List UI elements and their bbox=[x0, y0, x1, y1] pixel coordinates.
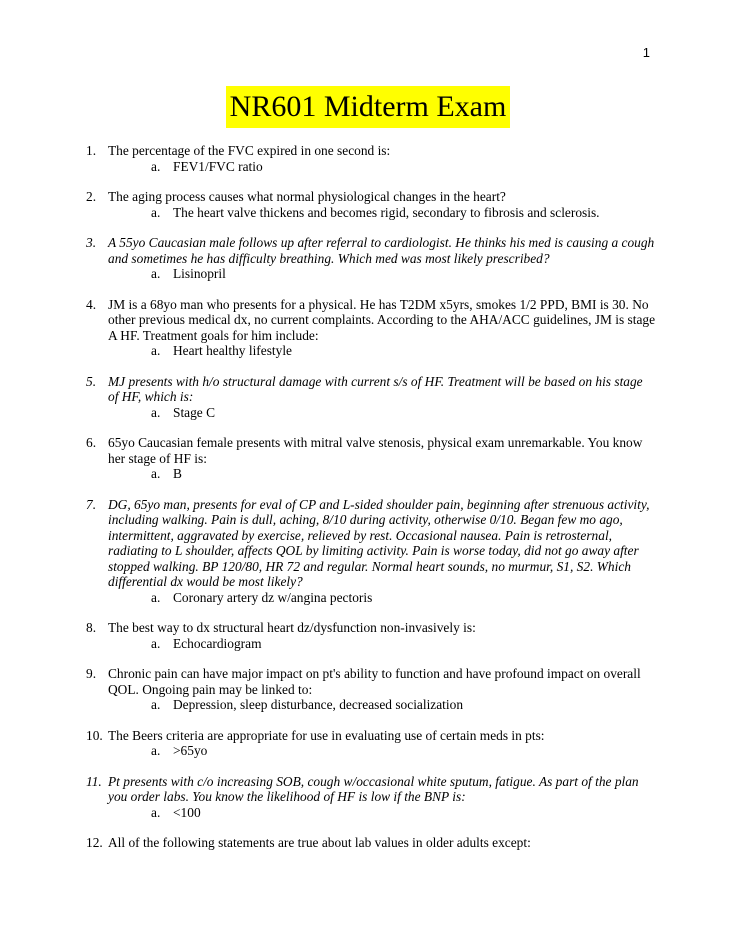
answer-item bbox=[108, 205, 656, 221]
question-number: 9. bbox=[86, 666, 97, 681]
question-item bbox=[86, 620, 656, 651]
answer-text: FEV1/FVC ratio bbox=[173, 158, 263, 174]
page-number: 1 bbox=[642, 45, 650, 60]
answer-item bbox=[108, 405, 656, 421]
page-title: NR601 Midterm Exam bbox=[226, 86, 511, 128]
answer-text: <100 bbox=[173, 804, 201, 820]
question-item bbox=[86, 189, 656, 220]
question-number: 12. bbox=[86, 835, 103, 850]
answer-text: B bbox=[173, 466, 182, 481]
question-item bbox=[86, 728, 656, 759]
answer-letter: a. bbox=[151, 404, 161, 420]
question-number: 8. bbox=[86, 620, 97, 635]
question-number: 5. bbox=[86, 373, 97, 389]
question-text: Chronic pain can have major impact on pt's ability to function and have profound impact on overall QOL. Ongoing pain may be linked to: bbox=[108, 666, 641, 697]
question-item bbox=[86, 143, 656, 174]
question-text: The Beers criteria are appropriate for use in evaluating use of certain meds in pts: bbox=[108, 727, 545, 743]
question-text: A 55yo Caucasian male follows up after referral to cardiologist. He thinks his med is causing a cough and sometimes he has difficulty breathing. Which med was most likely prescribed? bbox=[108, 235, 655, 266]
question-text: 65yo Caucasian female presents with mitral valve stenosis, physical exam unremarkable. You know her stage of HF is: bbox=[108, 435, 643, 466]
answer-text: >65yo bbox=[173, 743, 208, 758]
question-text: The aging process causes what normal physiological changes in the heart? bbox=[108, 189, 506, 204]
question-item bbox=[86, 374, 656, 421]
title-container bbox=[0, 86, 736, 128]
answer-text: Heart healthy lifestyle bbox=[173, 343, 292, 358]
answer-item bbox=[108, 343, 656, 359]
answer-letter: a. bbox=[151, 589, 161, 605]
answer-text: Echocardiogram bbox=[173, 635, 262, 651]
answer-text: Depression, sleep disturbance, decreased socialization bbox=[173, 697, 464, 712]
question-text: The percentage of the FVC expired in one second is: bbox=[108, 143, 391, 158]
question-item bbox=[86, 835, 656, 851]
answer-letter: a. bbox=[151, 266, 161, 281]
answer-item bbox=[108, 743, 656, 759]
question-number: 2. bbox=[86, 189, 97, 204]
answer-item bbox=[108, 697, 656, 713]
answer-letter: a. bbox=[151, 466, 161, 481]
question-number: 6. bbox=[86, 435, 97, 450]
question-item bbox=[86, 497, 656, 606]
question-text: Pt presents with c/o increasing SOB, cough w/occasional white sputum, fatigue. As part of the plan you order labs. You know the likelihood of HF is low if the BNP is: bbox=[108, 773, 639, 804]
question-text: All of the following statements are true about lab values in older adults except: bbox=[108, 835, 531, 850]
question-text: JM is a 68yo man who presents for a physical. He has T2DM x5yrs, smokes 1/2 PPD, BMI is 30. No other previous medical dx, no current complaints. According to the AHA/ACC guidelines, JM is stage A HF. Treatment goals for him include: bbox=[108, 296, 656, 343]
question-number: 11. bbox=[86, 773, 102, 789]
question-item bbox=[86, 435, 656, 482]
answer-item bbox=[108, 466, 656, 482]
question-item bbox=[86, 297, 656, 359]
answer-letter: a. bbox=[151, 158, 161, 174]
answer-item bbox=[108, 805, 656, 821]
answer-text: Coronary artery dz w/angina pectoris bbox=[173, 589, 373, 605]
answer-item bbox=[108, 266, 656, 282]
answer-letter: a. bbox=[151, 204, 161, 220]
answer-text: Stage C bbox=[173, 404, 216, 420]
question-number: 10. bbox=[86, 727, 103, 743]
question-number: 3. bbox=[86, 235, 97, 250]
question-item bbox=[86, 774, 656, 821]
answer-letter: a. bbox=[151, 743, 161, 758]
answer-letter: a. bbox=[151, 635, 161, 651]
question-item bbox=[86, 666, 656, 713]
question-number: 1. bbox=[86, 143, 97, 158]
question-list bbox=[86, 143, 656, 866]
question-item bbox=[86, 235, 656, 282]
question-text: The best way to dx structural heart dz/dysfunction non-invasively is: bbox=[108, 620, 476, 635]
answer-letter: a. bbox=[151, 343, 161, 358]
answer-text: The heart valve thickens and becomes rigid, secondary to fibrosis and sclerosis. bbox=[173, 204, 600, 220]
answer-letter: a. bbox=[151, 804, 161, 820]
answer-item bbox=[108, 636, 656, 652]
question-text: DG, 65yo man, presents for eval of CP and L-sided shoulder pain, beginning after strenuous activity, including walking. Pain is dull, aching, 8/10 during activity, otherwise 0/10. Began few mo ago, intermittent, aggravated by exercise, relieved by rest. Occasional nausea. Pain is retrosternal, radiating to L shoulder, affects QOL by limiting activity. Pain is worse today, did not go away after stopped walking. BP 120/80, HR 72 and regular. Normal heart sounds, no murmur, S1, S2. Which differential dx would be most likely? bbox=[108, 496, 650, 589]
question-text: MJ presents with h/o structural damage with current s/s of HF. Treatment will be based on his stage of HF, which is: bbox=[108, 373, 643, 404]
answer-text: Lisinopril bbox=[173, 266, 226, 281]
answer-item bbox=[108, 590, 656, 606]
question-number: 4. bbox=[86, 296, 97, 312]
question-number: 7. bbox=[86, 496, 97, 512]
answer-item bbox=[108, 159, 656, 175]
answer-letter: a. bbox=[151, 697, 161, 712]
